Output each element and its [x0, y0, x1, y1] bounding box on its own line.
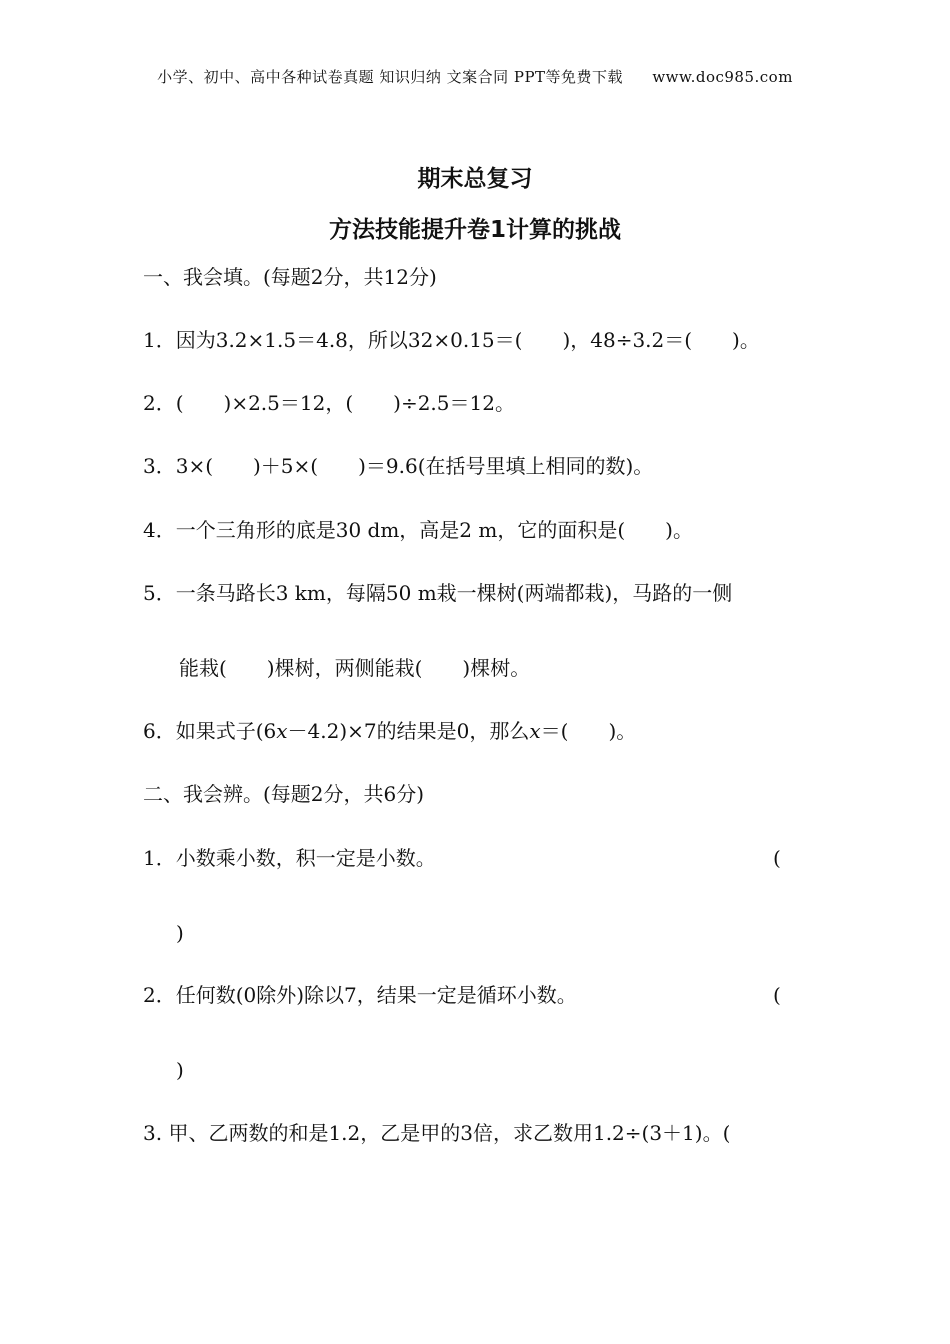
fill-question-1: 1．因为3.2×1.5＝4.8，所以32×0.15＝( )，48÷3.2＝( )。	[143, 328, 760, 352]
judge-2-close-paren: )	[176, 1058, 184, 1082]
section2-heading: 二、我会辨。(每题2分，共6分)	[143, 782, 425, 806]
page-title: 期末总复习	[417, 166, 533, 192]
fill-question-3: 3．3×( )＋5×( )＝9.6(在括号里填上相同的数)。	[143, 454, 654, 478]
q6-part-a: 6．如果式子(6	[143, 719, 277, 743]
q6-part-c: ＝( )。	[540, 719, 637, 743]
page-subtitle: 方法技能提升卷1计算的挑战	[328, 217, 621, 243]
fill-question-5-line1: 5．一条马路长3 km，每隔50 m栽一棵树(两端都栽)，马路的一侧	[143, 581, 733, 605]
judge-question-1: 1．小数乘小数，积一定是小数。	[143, 846, 436, 870]
judge-2-open-paren: (	[773, 983, 781, 1007]
fill-question-6	[143, 718, 636, 744]
fill-question-2: 2．( )×2.5＝12，( )÷2.5＝12。	[143, 391, 515, 415]
header-text: 小学、初中、高中各种试卷真题 知识归纳 文案合同 PPT等免费下载	[157, 68, 624, 86]
fill-question-5-line2: 能栽( )棵树，两侧能栽( )棵树。	[179, 656, 531, 680]
q6-part-b: －4.2)×7的结果是0，那么	[287, 719, 530, 743]
judge-1-close-paren: )	[176, 921, 184, 945]
section1-heading: 一、我会填。(每题2分，共12分)	[143, 265, 437, 289]
fill-question-4: 4．一个三角形的底是30 dm，高是2 m，它的面积是( )。	[143, 518, 693, 542]
page-header	[0, 66, 950, 87]
judge-1-open-paren: (	[773, 846, 781, 870]
q6-var-x2: x	[529, 719, 541, 743]
header-site: www.doc985.com	[652, 68, 793, 86]
judge-question-2: 2．任何数(0除外)除以7，结果一定是循环小数。	[143, 983, 577, 1007]
judge-question-3: 3. 甲、乙两数的和是1.2，乙是甲的3倍，求乙数用1.2÷(3＋1)。(	[143, 1121, 731, 1145]
q6-var-x1: x	[276, 719, 288, 743]
